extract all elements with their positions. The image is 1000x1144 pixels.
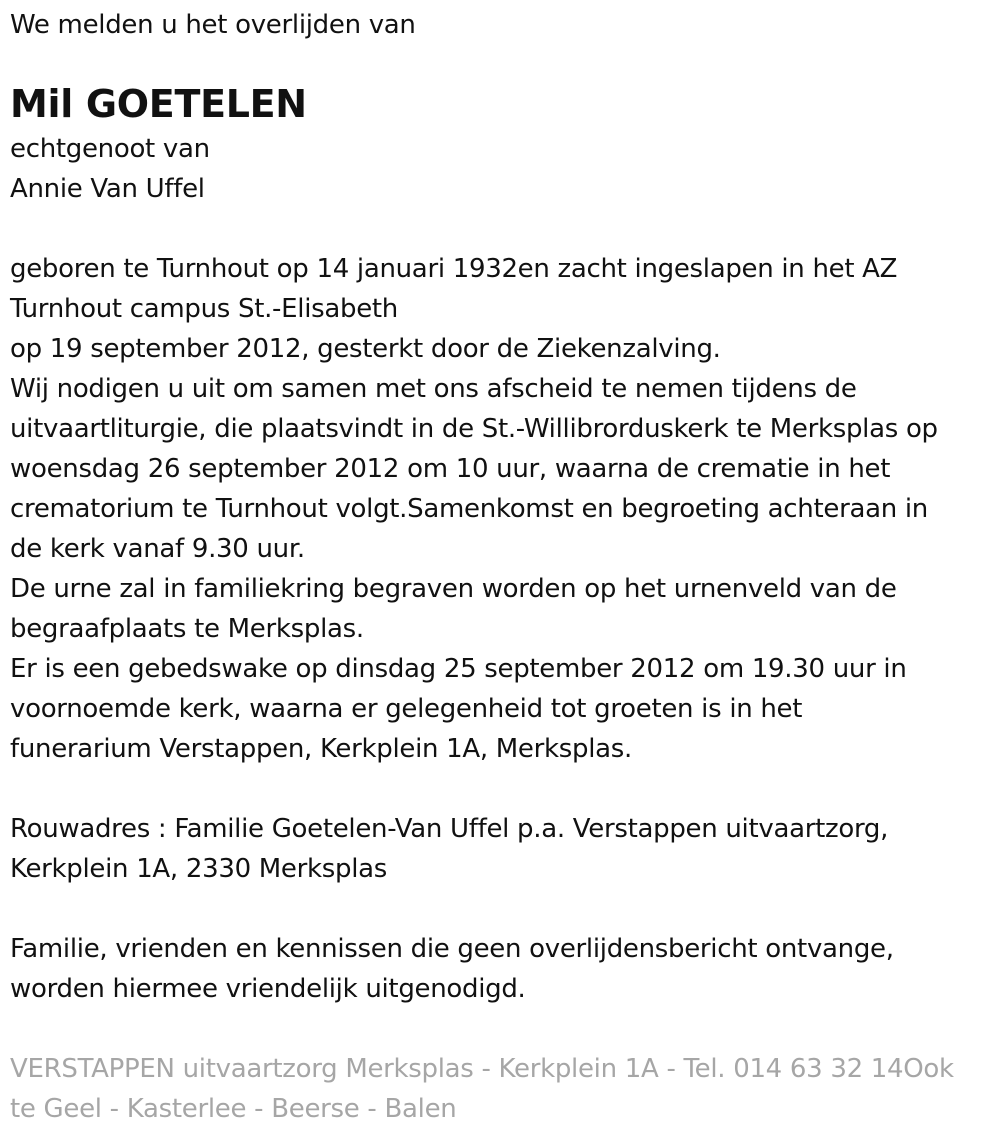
- invitation-line: worden hiermee vriendelijk uitgenodigd.: [10, 974, 526, 1004]
- footer-line: te Geel - Kasterlee - Beerse - Balen: [10, 1094, 457, 1124]
- address-line: Rouwadres : Familie Goetelen-Van Uffel p.a. Verstappen uitvaartzorg,: [10, 814, 889, 844]
- spacer: [10, 769, 990, 809]
- body-line: De urne zal in familiekring begraven worden op het urnenveld van de: [10, 574, 897, 604]
- body-line: geboren te Turnhout op 14 januari 1932en zacht ingeslapen in het AZ: [10, 254, 898, 284]
- body-line: op 19 september 2012, gesterkt door de Ziekenzalving.: [10, 334, 721, 364]
- body-paragraph: [10, 249, 990, 769]
- body-line: woensdag 26 september 2012 om 10 uur, waarna de crematie in het: [10, 454, 891, 484]
- address-block: [10, 809, 990, 889]
- body-line: crematorium te Turnhout volgt.Samenkomst en begroeting achteraan in: [10, 494, 928, 524]
- body-line: Er is een gebedswake op dinsdag 25 september 2012 om 19.30 uur in: [10, 654, 907, 684]
- body-line: funerarium Verstappen, Kerkplein 1A, Merksplas.: [10, 734, 632, 764]
- invitation-block: [10, 929, 990, 1009]
- spacer: [10, 889, 990, 929]
- body-line: uitvaartliturgie, die plaatsvindt in de St.-Willibrorduskerk te Merksplas op: [10, 414, 938, 444]
- body-line: Turnhout campus St.-Elisabeth: [10, 294, 398, 324]
- body-line: Wij nodigen u uit om samen met ons afscheid te nemen tijdens de: [10, 374, 857, 404]
- spacer: [10, 1009, 990, 1049]
- funeral-home-footer: [10, 1049, 990, 1129]
- footer-line: VERSTAPPEN uitvaartzorg Merksplas - Kerkplein 1A - Tel. 014 63 32 14Ook: [10, 1054, 954, 1084]
- spouse-name: Annie Van Uffel: [10, 174, 205, 204]
- intro-text: We melden u het overlijden van: [10, 10, 416, 40]
- deceased-name: Mil GOETELEN: [10, 82, 307, 126]
- spacer: [10, 209, 990, 249]
- body-line: begraafplaats te Merksplas.: [10, 614, 364, 644]
- body-line: voornoemde kerk, waarna er gelegenheid tot groeten is in het: [10, 694, 803, 724]
- address-line: Kerkplein 1A, 2330 Merksplas: [10, 854, 388, 884]
- invitation-line: Familie, vrienden en kennissen die geen overlijdensbericht ontvange,: [10, 934, 894, 964]
- body-line: de kerk vanaf 9.30 uur.: [10, 534, 305, 564]
- spouse-block: [10, 129, 990, 209]
- spouse-label: echtgenoot van: [10, 134, 210, 164]
